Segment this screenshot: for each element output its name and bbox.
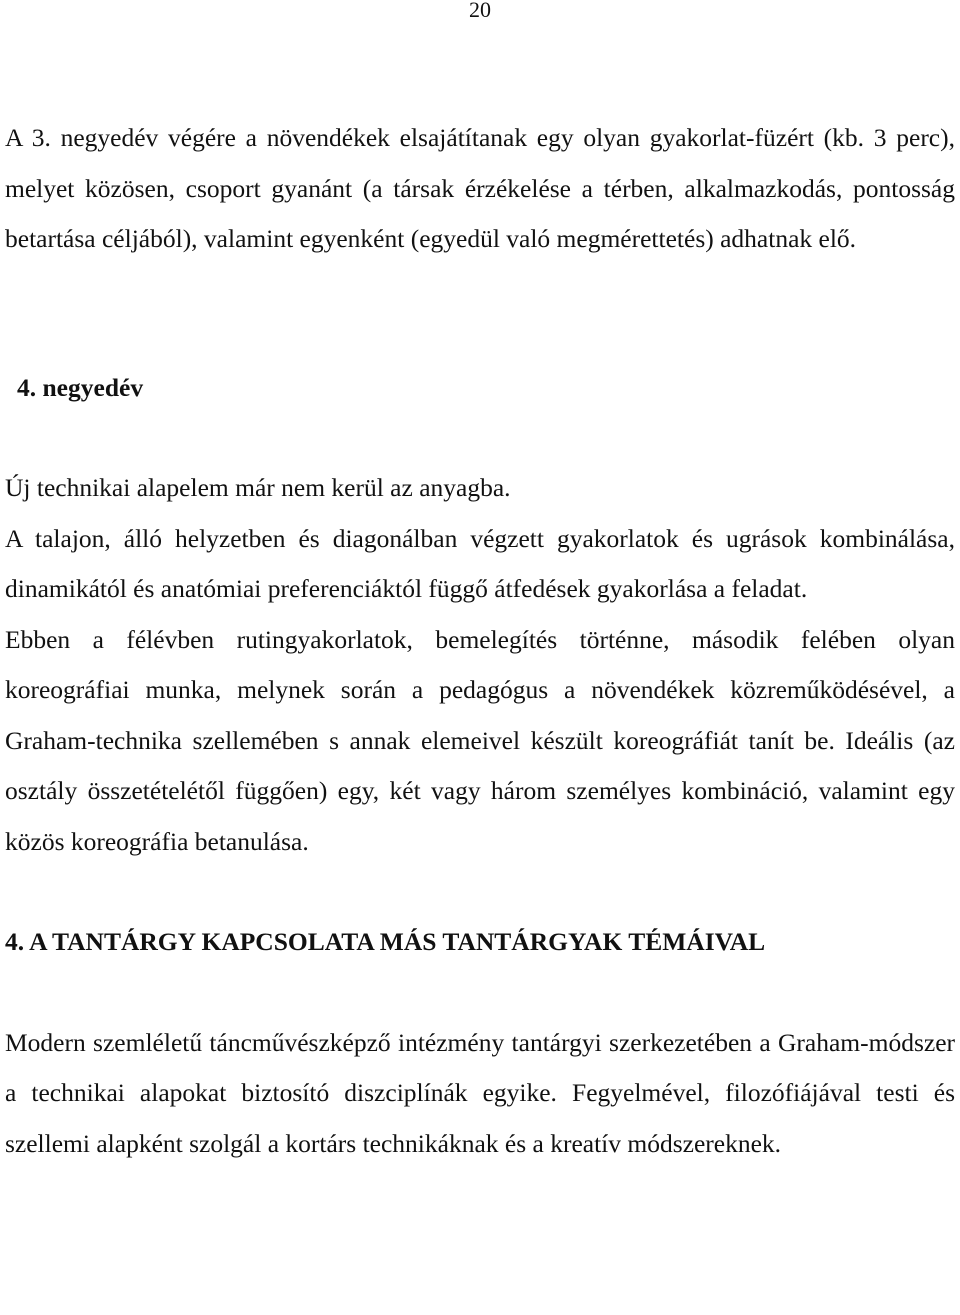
- intro-paragraph: A 3. negyedév végére a növendékek elsajátítanak egy olyan gyakorlat-füzért (kb. 3 perc), melyet közösen, csoport gyanánt (a társak érzékelése a térben, alkalmazkodás, pontosság betartása céljából), valamint egyenként (egyedül való megmérettetés) adhatnak elő.: [5, 123, 955, 253]
- quarter-paragraph-2: A talajon, álló helyzetben és diagonálban végzett gyakorlatok és ugrások kombinálása, dinamikától és anatómiai preferenciáktól függő átfedések gyakorlása a feladat.: [5, 523, 955, 603]
- document-body: [5, 113, 955, 1169]
- quarter-paragraph-3: Ebben a félévben rutingyakorlatok, bemelegítés történne, második felében olyan koreográfiai munka, melynek során a pedagógus a növendékek közreműködésével, a Graham-technika szellemében s annak elemeivel készült koreográfiát tanít be. Ideális (az osztály összetételétől függően) egy, két vagy három személyes kombináció, valamint egy közös koreográfia betanulása.: [5, 624, 955, 856]
- quarter-heading: 4. negyedév: [17, 372, 144, 402]
- section-heading: 4. A TANTÁRGY KAPCSOLATA MÁS TANTÁRGYAK TÉMÁIVAL: [5, 927, 766, 956]
- page-number: 20: [469, 0, 491, 22]
- section-paragraph: Modern szemléletű táncművészképző intézmény tantárgyi szerkezetében a Graham-módszer a technikai alapokat biztosító diszciplínák egyike. Fegyelmével, filozófiájával testi és szellemi alapként szolgál a kortárs technikáknak és a kreatív módszereknek.: [5, 1027, 955, 1158]
- quarter-paragraph-1: Új technikai alapelem már nem kerül az anyagba.: [5, 473, 511, 502]
